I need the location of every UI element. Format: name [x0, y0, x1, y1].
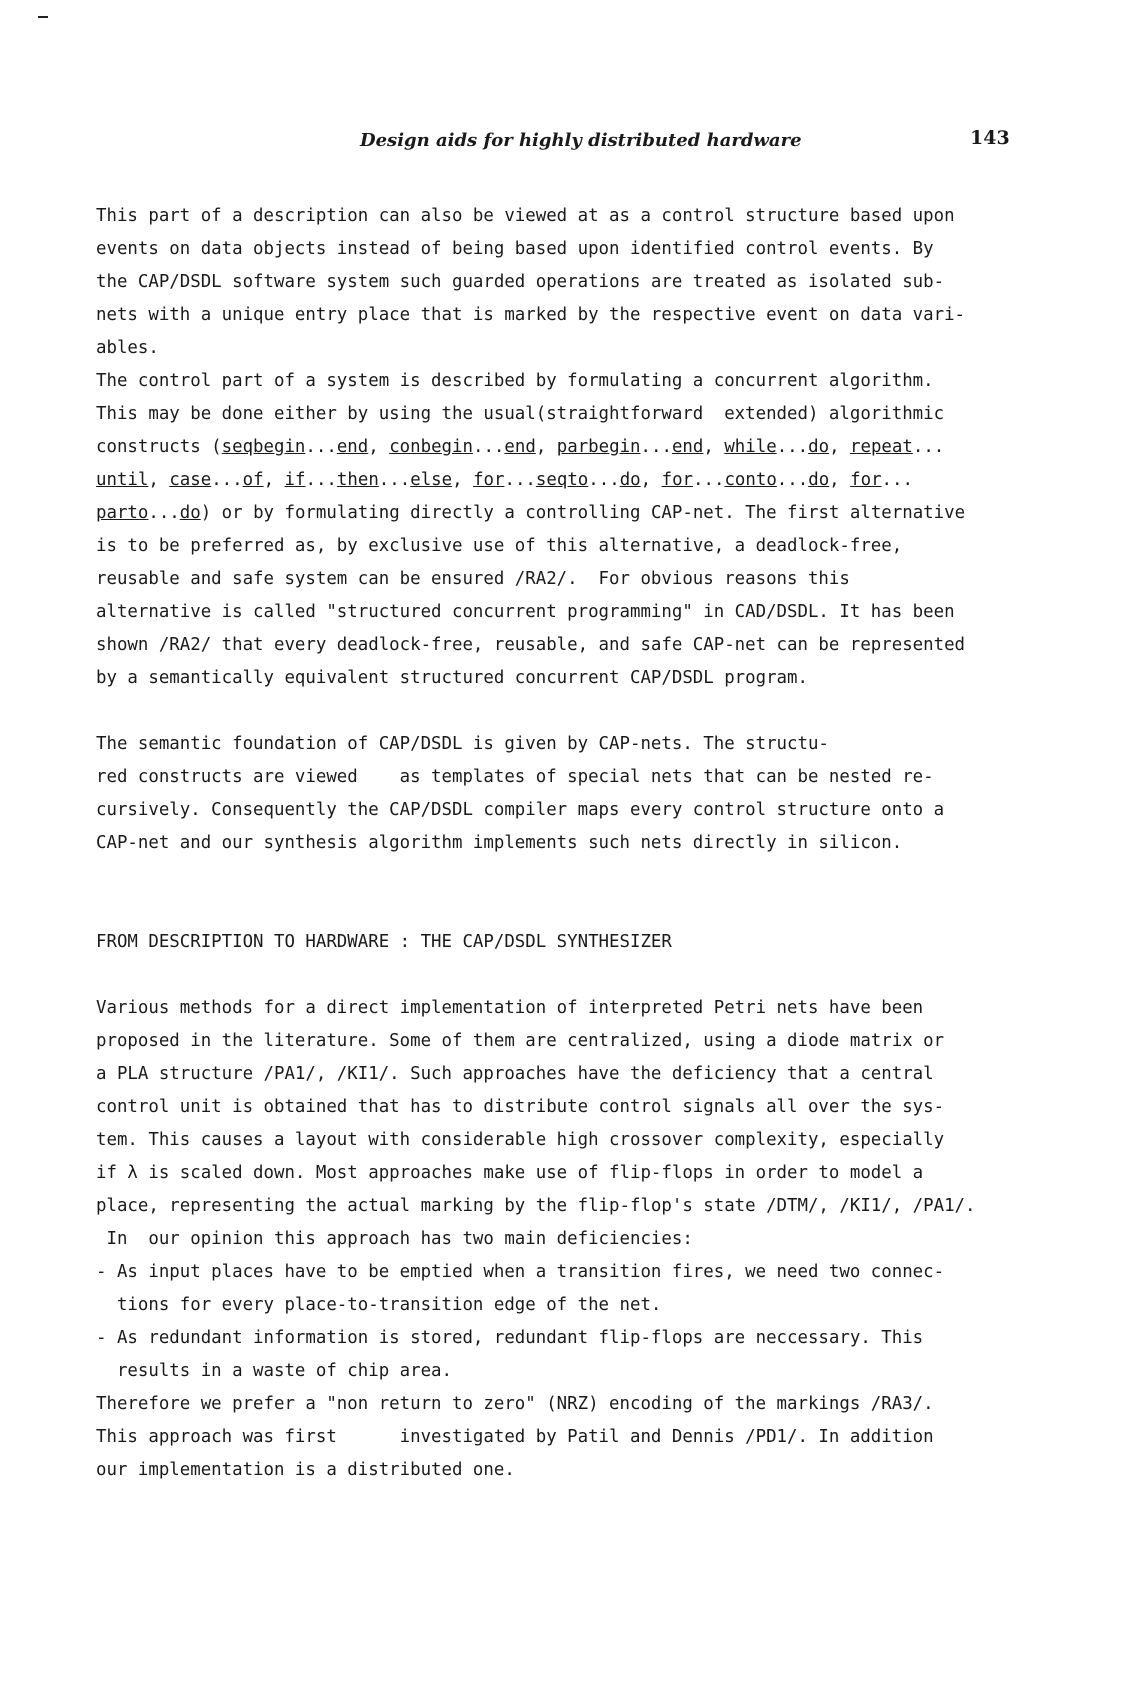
text-line: cursively. Consequently the CAP/DSDL compiler maps every control structure onto a — [96, 800, 945, 820]
text-line: reusable and safe system can be ensured /RA2/. For obvious reasons this — [96, 569, 850, 589]
list-item-continuation: results in a waste of chip area. — [96, 1361, 452, 1381]
text-line: by a semantically equivalent structured concurrent CAP/DSDL program. — [96, 668, 808, 688]
text-line: shown /RA2/ that every deadlock-free, reusable, and safe CAP-net can be represented — [96, 635, 966, 655]
text-line: is to be preferred as, by exclusive use of this alternative, a deadlock-free, — [96, 536, 903, 556]
page-header — [0, 127, 1136, 160]
keyword: seqto — [535, 470, 589, 490]
keyword: while — [724, 437, 777, 457]
text-line: proposed in the literature. Some of them are centralized, using a diode matrix or — [96, 1031, 945, 1051]
keyword: do — [808, 437, 830, 457]
text-line: tem. This causes a layout with considerable high crossover complexity, especially — [96, 1130, 945, 1150]
text-line: alternative is called "structured concurrent programming" in CAD/DSDL. It has been — [96, 602, 955, 622]
paragraph — [96, 728, 1026, 860]
keyword: until — [96, 470, 149, 490]
text-line: red constructs are viewed as templates of special nets that can be nested re- — [96, 767, 934, 787]
page-number: 143 — [970, 127, 1010, 149]
keyword: repeat — [850, 437, 913, 457]
text-line: events on data objects instead of being based upon identified control events. By — [96, 239, 934, 259]
keyword: do — [179, 503, 201, 523]
keyword: end — [671, 437, 704, 457]
text-line: This may be done either by using the usual(straightforward extended) algorithmic — [96, 404, 945, 424]
keyword: do — [619, 470, 641, 490]
text-line: control unit is obtained that has to distribute control signals all over the sys- — [96, 1097, 945, 1117]
keyword: for — [850, 470, 882, 490]
list-item: - As redundant information is stored, redundant flip-flops are neccessary. This — [96, 1328, 924, 1348]
paragraph — [96, 992, 1026, 1487]
text-line: parto...do) or by formulating directly a controlling CAP-net. The first alternative — [96, 503, 966, 523]
keyword: conbegin — [389, 437, 473, 457]
text-line: the CAP/DSDL software system such guarded operations are treated as isolated sub- — [96, 272, 945, 292]
text-line: if λ is scaled down. Most approaches make use of flip-flops in order to model a — [96, 1163, 924, 1183]
page-body — [96, 200, 1026, 1487]
text-line: This approach was first investigated by Patil and Dennis /PD1/. In addition — [96, 1427, 934, 1447]
keyword: end — [504, 437, 536, 457]
text-line: This part of a description can also be viewed at as a control structure based upon — [96, 206, 955, 226]
list-item-continuation: tions for every place-to-transition edge of the net. — [96, 1295, 662, 1315]
keyword: seqbegin — [221, 437, 306, 457]
text-line: CAP-net and our synthesis algorithm implements such nets directly in silicon. — [96, 833, 903, 853]
keyword: end — [336, 437, 369, 457]
keyword: parbegin — [556, 437, 641, 457]
text-line: Various methods for a direct implementation of interpreted Petri nets have been — [96, 998, 924, 1018]
text-line: our implementation is a distributed one. — [96, 1460, 515, 1480]
section-heading: FROM DESCRIPTION TO HARDWARE : THE CAP/DSDL SYNTHESIZER — [96, 932, 672, 952]
running-title: Design aids for highly distributed hardware — [360, 130, 802, 151]
text-line: a PLA structure /PA1/, /KI1/. Such approaches have the deficiency that a central — [96, 1064, 934, 1084]
text-line: The control part of a system is described by formulating a concurrent algorithm. — [96, 371, 934, 391]
text-line: constructs (seqbegin...end, conbegin...end, parbegin...end, while...do, repeat... — [96, 437, 945, 457]
keyword: do — [808, 470, 830, 490]
text-line: nets with a unique entry place that is marked by the respective event on data vari- — [96, 305, 966, 325]
keyword: if — [284, 470, 306, 490]
scan-mark — [38, 16, 48, 18]
text-line: The semantic foundation of CAP/DSDL is given by CAP-nets. The structu- — [96, 734, 829, 754]
text-line: ables. — [96, 338, 159, 358]
keyword: for — [661, 470, 694, 490]
keyword: for — [473, 470, 505, 490]
text-line: Therefore we prefer a "non return to zero" (NRZ) encoding of the markings /RA3/. — [96, 1394, 934, 1414]
paragraph — [96, 365, 1026, 695]
text-line: place, representing the actual marking by the flip-flop's state /DTM/, /KI1/, /PA1/. — [96, 1196, 976, 1216]
keyword: then — [336, 470, 379, 490]
paragraph — [96, 200, 1026, 365]
list-item: - As input places have to be emptied when a transition fires, we need two connec- — [96, 1262, 945, 1282]
text-line: In our opinion this approach has two main deficiencies: — [96, 1229, 693, 1249]
keyword: conto — [724, 470, 777, 490]
keyword: case — [169, 470, 212, 490]
keyword: parto — [96, 503, 149, 523]
keyword: of — [242, 470, 264, 490]
keyword: else — [410, 470, 453, 490]
text-line: until, case...of, if...then...else, for...seqto...do, for...conto...do, for... — [96, 470, 913, 490]
